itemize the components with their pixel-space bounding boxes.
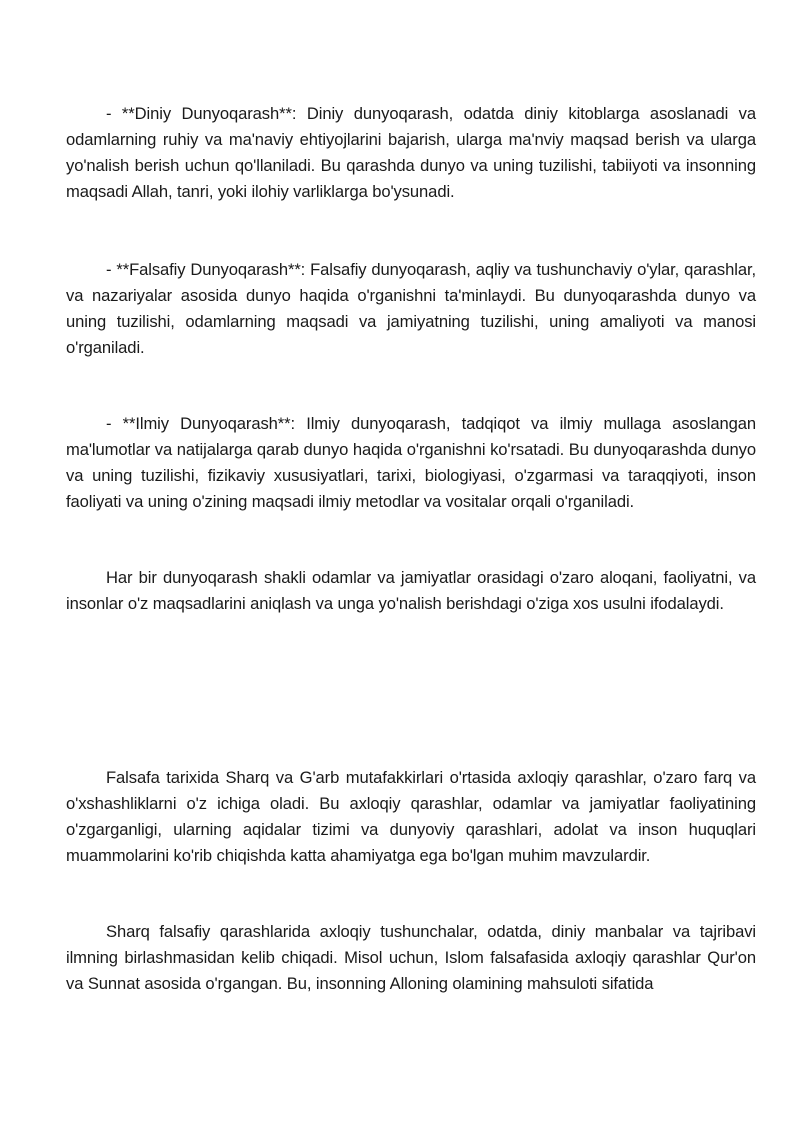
paragraph-summary: Har bir dunyoqarash shakli odamlar va jamiyatlar orasidagi o'zaro aloqani, faoliyatni, va insonlar o'z maqsadlarini aniqlash va unga yo'nalish berishdagi o'ziga xos usulni ifodalaydi. <box>66 568 756 613</box>
paragraph-sharq-falsafasi: Sharq falsafiy qarashlarida axloqiy tushunchalar, odatda, diniy manbalar va tajribavi ilmning birlashmasidan kelib chiqadi. Misol uchun, Islom falsafasida axloqiy qarashlar Qur'on va Sunnat asosida o'rgangan. Bu, insonning Alloning olamining mahsuloti sifatida <box>66 922 756 993</box>
paragraph-ilmiy-dunyoqarash: - **Ilmiy Dunyoqarash**: Ilmiy dunyoqarash, tadqiqot va ilmiy mullaga asoslangan ma'lumotlar va natijalarga qarab dunyo haqida o'rganishni ko'rsatadi. Bu dunyoqarashda dunyo va uning tuzilishi, fizikaviy xususiyatlari, tarixi, biologiyasi, o'zgarmasi va taraqqiyoti, inson faoliyati va uning o'zining maqsadi ilmiy metodlar va vositalar orqali o'rganiladi. <box>66 414 756 511</box>
paragraph-falsafiy-dunyoqarash: - **Falsafiy Dunyoqarash**: Falsafiy dunyoqarash, aqliy va tushunchaviy o'ylar, qarashlar, va nazariyalar asosida dunyo haqida o'rganishni ta'minlaydi. Bu dunyoqarashda dunyo va uning tuzilishi, odamlarning maqsadi va jamiyatning tuzilishi, uning amaliyoti va manosi o'rganiladi. <box>66 260 756 357</box>
paragraph-sharq-garb: Falsafa tarixida Sharq va G'arb mutafakkirlari o'rtasida axloqiy qarashlar, o'zaro farq va o'xshashliklarni o'z ichiga oladi. Bu axloqiy qarashlar, odamlar va jamiyatlar faoliyatining o'zgarganligi, ularning aqidalar tizimi va dunyoviy qarashlari, adolat va inson huquqlari muammolarini ko'rib chiqishda katta ahamiyatga ega bo'lgan muhim mavzulardir. <box>66 768 756 865</box>
paragraph-diniy-dunyoqarash: - **Diniy Dunyoqarash**: Diniy dunyoqarash, odatda diniy kitoblarga asoslanadi va odamlarning ruhiy va ma'naviy ehtiyojlarini bajarish, ularga ma'nviy maqsad berish va ularga yo'nalish berish uchun qo'llaniladi. Bu qarashda dunyo va uning tuzilishi, tabiiyoti va insonning maqsadi Allah, tanri, yoki ilohiy varliklarga bo'ysunadi. <box>66 104 756 201</box>
